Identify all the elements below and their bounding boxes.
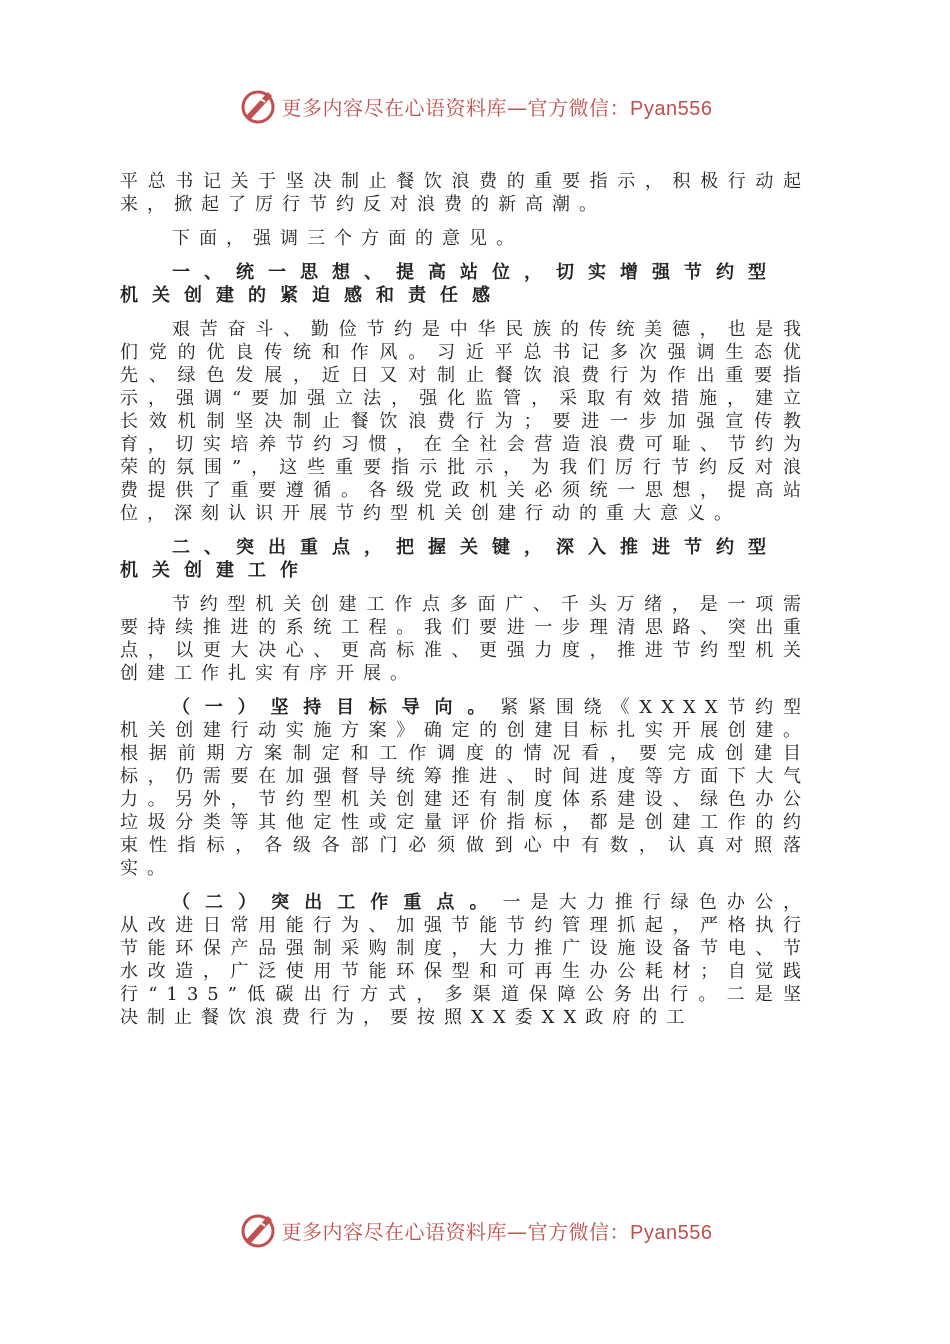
section-heading-2: 二、突出重点，把握关键，深入推进节约型机关创建工作 — [120, 537, 780, 581]
paragraph-focus — [120, 891, 810, 1029]
logo-icon — [238, 86, 278, 126]
banner-text — [282, 1216, 713, 1245]
paragraph-target-body: 紧紧围绕《XXXX节约型机关创建行动实施方案》确定的创建目标扎实开展创建。根据前期方案制定和工作调度的情况看，要完成创建目标，仍需要在加强督导统筹推进、时间进度等方面下大气力。另外，节约型机关创建还有制度体系建设、绿色办公垃圾分类等其他定性或定量评价指标，都是创建工作的约束性指标，各级各部门必须做到心中有数，认真对照落实。 — [120, 697, 810, 879]
paragraph-target — [120, 696, 810, 880]
document-body — [120, 170, 810, 1040]
footer-banner — [0, 1208, 950, 1252]
section-heading-1: 一、统一思想、提高站位，切实增强节约型机关创建的紧迫感和责任感 — [120, 262, 780, 306]
paragraph-focus-body: 一是大力推行绿色办公，从改进日常用能行为、加强节能节约管理抓起，严格执行节能环保产品强制采购制度，大力推广设施设备节电、节水改造，广泛使用节能环保型和可再生办公耗材；自觉践行“135”低碳出行方式，多渠道保障公务出行。二是坚决制止餐饮浪费行为，要按照XX委XX政府的工 — [120, 892, 810, 1028]
paragraph-overview: 下面，强调三个方面的意见。 — [172, 228, 523, 249]
banner-text-cn: 更多内容尽在心语资料库—官方微信： — [281, 95, 631, 120]
paragraph-section-1: 艰苦奋斗、勤俭节约是中华民族的传统美德，也是我们党的优良传统和作风。习近平总书记多次强调生态优先、绿色发展，近日又对制止餐饮浪费行为作出重要指示，强调“要加强立法，强化监管，采取有效措施，建立长效机制坚决制止餐饮浪费行为；要进一步加强宣传教育，切实培养节约习惯，在全社会营造浪费可耻、节约为荣的氛围”，这些重要指示批示，为我们厉行节约反对浪费提供了重要遵循。各级党政机关必须统一思想，提高站位，深刻认识开展节约型机关创建行动的重大意义。 — [120, 319, 810, 524]
subheading-focus: （二）突出工作重点。 — [172, 892, 503, 913]
banner-text — [282, 92, 713, 121]
subheading-target: （一）坚持目标导向。 — [172, 697, 501, 718]
banner-text-cn: 更多内容尽在心语资料库—官方微信： — [281, 1219, 631, 1244]
banner-wechat-id: Pyan556 — [630, 1221, 713, 1244]
paragraph-intro: 平总书记关于坚决制止餐饮浪费的重要指示，积极行动起来，掀起了厉行节约反对浪费的新高潮。 — [120, 171, 810, 215]
header-banner — [0, 84, 950, 128]
banner-wechat-id: Pyan556 — [630, 97, 713, 120]
logo-icon — [238, 1210, 278, 1250]
paragraph-section-2: 节约型机关创建工作点多面广、千头万绪，是一项需要持续推进的系统工程。我们要进一步理清思路、突出重点，以更大决心、更高标准、更强力度，推进节约型机关创建工作扎实有序开展。 — [120, 594, 810, 684]
